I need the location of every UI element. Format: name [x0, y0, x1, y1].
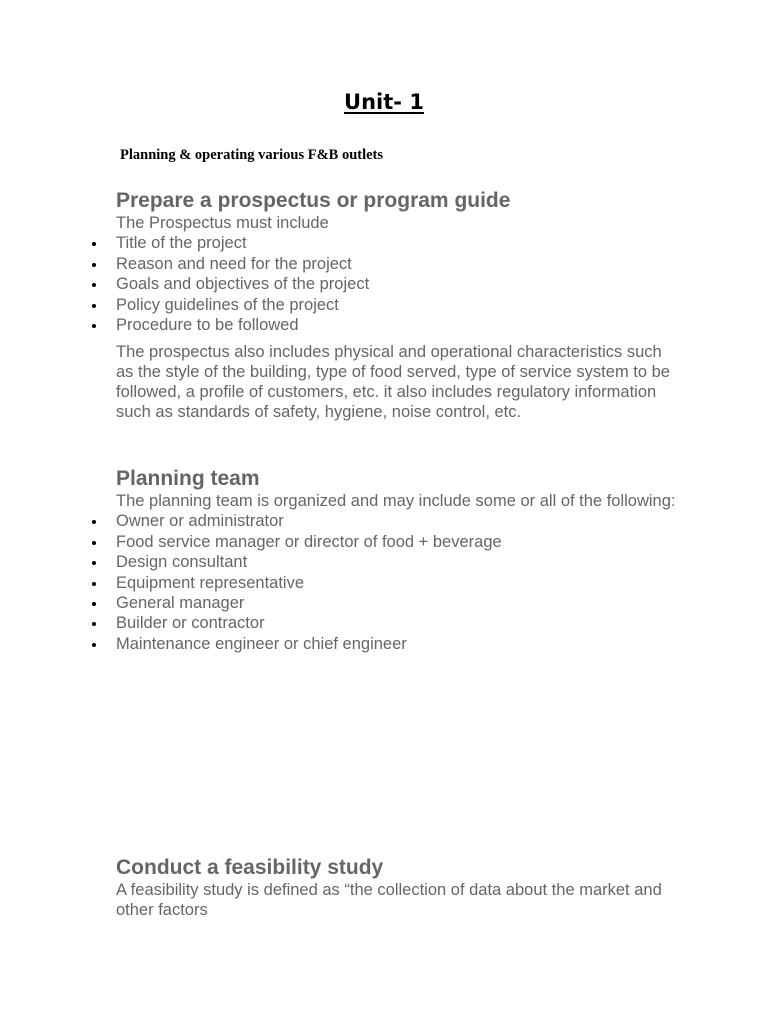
list-item: Goals and objectives of the project	[116, 274, 676, 294]
prospectus-paragraph: The prospectus also includes physical and operational characteristics such as the style of the building, type of food served, type of service system to be followed, a profile of customers, etc. it also includes regulatory information such as standards of safety, hygiene, noise control, etc.	[116, 343, 670, 421]
document-subtitle: Planning & operating various F&B outlets	[120, 147, 384, 163]
list-item: Reason and need for the project	[116, 254, 676, 274]
section-planning-team	[116, 467, 676, 654]
unit-title: Unit- 1	[344, 90, 424, 114]
prospectus-intro: The Prospectus must include	[116, 214, 329, 232]
section-heading-prospectus: Prepare a prospectus or program guide	[116, 189, 511, 212]
feasibility-intro: A feasibility study is defined as “the collection of data about the market and other factors	[116, 881, 662, 920]
list-item: Policy guidelines of the project	[116, 295, 676, 315]
list-item: General manager	[116, 593, 676, 613]
section-prospectus	[116, 189, 676, 423]
planning-team-intro: The planning team is organized and may include some or all of the following:	[116, 492, 676, 510]
list-item: Equipment representative	[116, 573, 676, 593]
section-feasibility-study	[116, 856, 676, 921]
list-item: Maintenance engineer or chief engineer	[116, 634, 676, 654]
list-item: Food service manager or director of food + beverage	[116, 532, 676, 552]
section-heading-planning-team: Planning team	[116, 467, 260, 490]
planning-team-list	[116, 511, 676, 654]
list-item: Builder or contractor	[116, 613, 676, 633]
list-item: Procedure to be followed	[116, 315, 676, 335]
section-heading-feasibility: Conduct a feasibility study	[116, 856, 384, 879]
list-item: Title of the project	[116, 233, 676, 253]
list-item: Owner or administrator	[116, 511, 676, 531]
list-item: Design consultant	[116, 552, 676, 572]
prospectus-list	[116, 233, 676, 335]
